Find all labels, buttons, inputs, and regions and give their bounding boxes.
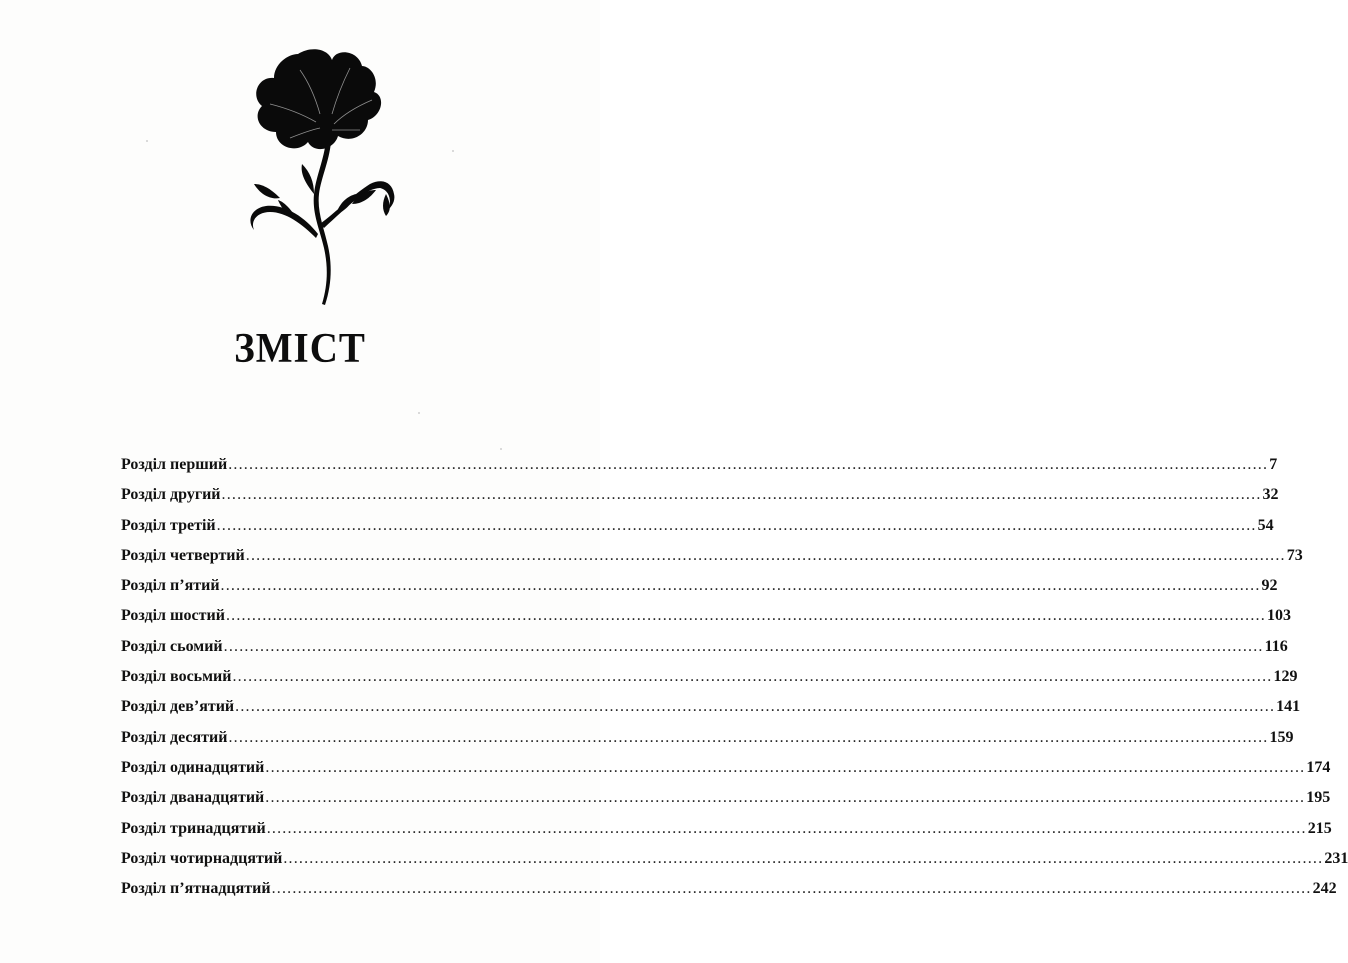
toc-entry-label: Розділ другий	[121, 486, 221, 504]
page-title: ЗМІСТ	[234, 325, 366, 372]
toc-entry-label: Розділ дев’ятий	[121, 698, 235, 716]
toc-entry-label: Розділ одинадцятий	[121, 758, 265, 776]
toc-entry-page-number: 54	[1257, 516, 1274, 534]
dot-leader: ........................................................................................................................................................................................................	[232, 668, 1273, 686]
toc-entry-page-number: 242	[1312, 880, 1337, 898]
flower-icon	[240, 44, 400, 306]
table-of-contents	[121, 456, 1348, 910]
toc-entry-label: Розділ п’ятнадцятий	[121, 880, 271, 898]
paper-speck	[146, 140, 148, 142]
dot-leader: ........................................................................................................................................................................................................	[245, 546, 1286, 564]
dot-leader: ........................................................................................................................................................................................................	[271, 880, 1312, 898]
toc-entry-page-number: 195	[1306, 789, 1331, 807]
dot-leader: ........................................................................................................................................................................................................	[221, 486, 1262, 504]
dot-leader: ........................................................................................................................................................................................................	[265, 758, 1306, 776]
toc-entry-page-number: 92	[1261, 577, 1278, 595]
toc-entry[interactable]	[121, 607, 1291, 637]
toc-entry[interactable]	[121, 516, 1274, 547]
toc-entry-page-number: 159	[1269, 728, 1294, 746]
toc-entry-label: Розділ сьомий	[121, 637, 223, 655]
toc-entry-label: Розділ дванадцятий	[121, 789, 265, 807]
toc-entry-page-number: 231	[1324, 849, 1348, 867]
toc-entry[interactable]	[121, 577, 1278, 607]
dot-leader: ........................................................................................................................................................................................................	[235, 698, 1276, 716]
toc-entry-label: Розділ тринадцятий	[121, 819, 266, 837]
toc-entry[interactable]	[121, 758, 1331, 789]
toc-entry-page-number: 174	[1306, 758, 1331, 776]
dot-leader: ........................................................................................................................................................................................................	[266, 819, 1307, 837]
toc-entry[interactable]	[121, 819, 1332, 850]
toc-entry-page-number: 7	[1269, 456, 1278, 473]
toc-entry[interactable]	[121, 789, 1331, 819]
dot-leader: ........................................................................................................................................................................................................	[228, 728, 1269, 746]
toc-entry-label: Розділ четвертий	[121, 546, 245, 564]
dot-leader: ........................................................................................................................................................................................................	[225, 607, 1266, 625]
toc-entry[interactable]	[121, 546, 1303, 577]
dot-leader: ........................................................................................................................................................................................................	[216, 516, 1257, 534]
toc-entry-page-number: 116	[1264, 637, 1288, 655]
toc-entry[interactable]	[121, 698, 1301, 728]
toc-entry-page-number: 129	[1273, 668, 1298, 686]
toc-entry[interactable]	[121, 849, 1348, 880]
toc-entry-page-number: 215	[1307, 819, 1332, 837]
dot-leader: ........................................................................................................................................................................................................	[265, 789, 1306, 807]
paper-speck	[452, 150, 454, 152]
toc-entry[interactable]	[121, 728, 1294, 759]
toc-entry[interactable]	[121, 456, 1278, 486]
dot-leader: ........................................................................................................................................................................................................	[220, 577, 1261, 595]
dot-leader: ........................................................................................................................................................................................................	[228, 456, 1269, 473]
toc-entry-page-number: 141	[1276, 698, 1301, 716]
paper-speck	[418, 412, 420, 414]
toc-entry-label: Розділ восьмий	[121, 668, 232, 686]
toc-entry[interactable]	[121, 486, 1279, 516]
toc-entry-label: Розділ чотирнадцятий	[121, 849, 283, 867]
toc-entry-page-number: 73	[1286, 546, 1303, 564]
toc-entry-label: Розділ п’ятий	[121, 577, 220, 595]
toc-entry[interactable]	[121, 668, 1298, 698]
toc-entry-label: Розділ третій	[121, 516, 216, 534]
dot-leader: ........................................................................................................................................................................................................	[283, 849, 1324, 867]
toc-entry-page-number: 32	[1262, 486, 1279, 504]
toc-entry-label: Розділ перший	[121, 456, 228, 473]
toc-entry-label: Розділ шостий	[121, 607, 225, 625]
toc-entry[interactable]	[121, 637, 1288, 668]
paper-speck	[500, 448, 502, 450]
toc-entry-label: Розділ десятий	[121, 728, 228, 746]
toc-entry-page-number: 103	[1266, 607, 1291, 625]
toc-entry[interactable]	[121, 880, 1337, 910]
dot-leader: ........................................................................................................................................................................................................	[223, 637, 1264, 655]
